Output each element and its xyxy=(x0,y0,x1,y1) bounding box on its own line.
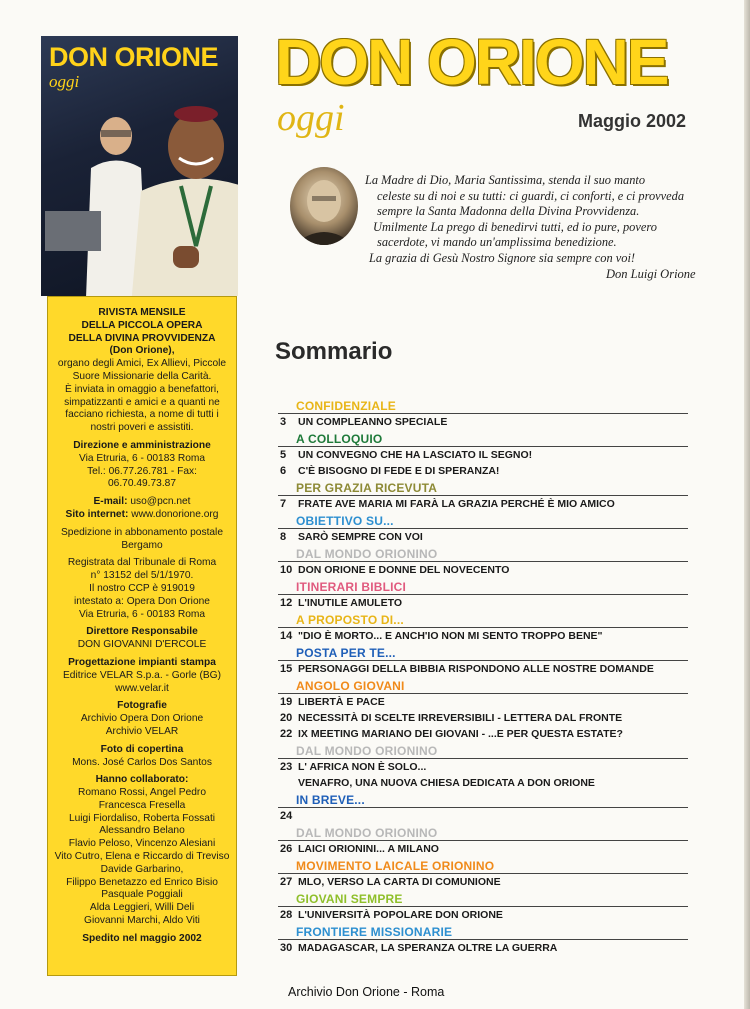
colophon-intro: organo degli Amici, Ex Allievi, Piccole xyxy=(57,358,227,370)
table-of-contents xyxy=(278,397,688,956)
colophon-intro: Suore Missionarie della Carità. xyxy=(72,370,212,382)
toc-entry[interactable] xyxy=(278,841,688,857)
email-label: E-mail: xyxy=(93,496,128,508)
cover-photo-title: Foto di copertina xyxy=(100,743,184,755)
collab-line: Alessandro Belano xyxy=(99,825,185,837)
toc-section-label: DAL MONDO ORIONINO xyxy=(296,547,438,561)
print-title: Progettazione impianti stampa xyxy=(68,656,216,668)
toc-page-number: 5 xyxy=(280,449,287,461)
toc-section-heading[interactable] xyxy=(278,578,688,595)
toc-page-number: 6 xyxy=(280,465,287,477)
toc-entry-title: VENAFRO, UNA NUOVA CHIESA DEDICATA A DON ORIONE xyxy=(298,777,595,789)
toc-section-label: ITINERARI BIBLICI xyxy=(296,580,407,594)
toc-page-number: 8 xyxy=(280,531,287,543)
cover-photo-credit: Mons. José Carlos Dos Santos xyxy=(72,756,212,768)
toc-section-label: A COLLOQUIO xyxy=(296,432,383,446)
toc-entry[interactable] xyxy=(278,710,688,726)
toc-page-number: 30 xyxy=(280,942,293,954)
toc-section-heading[interactable] xyxy=(278,824,688,841)
quote-author: Don Luigi Orione xyxy=(606,267,696,281)
page-edge xyxy=(744,0,750,1009)
toc-entry[interactable] xyxy=(278,775,688,791)
toc-entry-title: NECESSITÀ DI SCELTE IRREVERSIBILI - LETTERA DAL FRONTE xyxy=(298,712,623,724)
toc-section-label: DAL MONDO ORIONINO xyxy=(296,744,438,758)
toc-entry[interactable] xyxy=(278,463,688,479)
toc-section-label: A PROPOSTO DI... xyxy=(296,613,404,627)
admin-address: Via Etruria, 6 - 00183 Roma xyxy=(78,452,206,464)
toc-section-label: FRONTIERE MISSIONARIE xyxy=(296,925,453,939)
toc-entry-title: MADAGASCAR, LA SPERANZA OLTRE LA GUERRA xyxy=(298,942,558,954)
toc-entry[interactable] xyxy=(278,694,688,710)
toc-entry[interactable] xyxy=(278,874,688,890)
colophon-box xyxy=(47,296,237,976)
toc-entry-title: UN CONVEGNO CHE HA LASCIATO IL SEGNO! xyxy=(298,449,533,461)
masthead-subtitle: oggi xyxy=(277,97,345,139)
toc-page-number: 26 xyxy=(280,843,293,855)
toc-section-label: ANGOLO GIOVANI xyxy=(296,679,405,693)
toc-entry[interactable] xyxy=(278,759,688,775)
toc-entry[interactable] xyxy=(278,907,688,923)
toc-page-number: 23 xyxy=(280,761,293,773)
cover-subtitle: oggi xyxy=(49,72,80,91)
print-line: Editrice VELAR S.p.a. - Gorle (BG) xyxy=(63,669,221,681)
toc-section-heading[interactable] xyxy=(278,397,688,414)
quote-line: La Madre di Dio, Maria Santissima, stenda il suo manto xyxy=(365,173,646,187)
toc-page-number: 12 xyxy=(280,597,293,609)
toc-entry-title: LIBERTÀ E PACE xyxy=(298,696,385,708)
toc-entry[interactable] xyxy=(278,414,688,430)
toc-page-number: 15 xyxy=(280,663,293,675)
toc-section-label: CONFIDENZIALE xyxy=(296,399,396,413)
toc-entry-title: SARÒ SEMPRE CON VOI xyxy=(298,531,423,543)
toc-page-number: 3 xyxy=(280,416,287,428)
cover-title: DON ORIONE xyxy=(49,42,219,72)
don-orione-portrait xyxy=(290,167,358,245)
toc-entry[interactable] xyxy=(278,940,688,956)
cover-thumbnail xyxy=(41,36,238,296)
toc-section-heading[interactable] xyxy=(278,644,688,661)
cover-inset-photos xyxy=(45,211,101,251)
toc-entry-title: L'INUTILE AMULETO xyxy=(298,597,402,609)
photo-line: Archivio VELAR xyxy=(105,725,179,737)
collab-title: Hanno collaborato: xyxy=(95,774,189,786)
toc-section-label: GIOVANI SEMPRE xyxy=(296,892,403,906)
quote-line: celeste su di noi e su tutti: ci guardi, ci conforti, e ci provveda xyxy=(377,188,685,203)
collab-line: Francesca Fresella xyxy=(98,799,186,811)
toc-section-label: MOVIMENTO LAICALE ORIONINO xyxy=(296,859,495,873)
toc-entry-title: LAICI ORIONINI... A MILANO xyxy=(298,843,439,855)
collab-line: Luigi Fiordaliso, Roberta Fossati xyxy=(68,812,216,824)
colophon-intro: È inviata in omaggio a benefattori, xyxy=(64,383,220,395)
toc-page-number: 7 xyxy=(280,498,287,510)
toc-entry[interactable] xyxy=(278,562,688,578)
toc-page-number: 19 xyxy=(280,696,293,708)
toc-entry-title: DON ORIONE E DONNE DEL NOVECENTO xyxy=(298,564,510,576)
collab-line: Vito Cutro, Elena e Riccardo di Treviso xyxy=(54,851,230,863)
toc-entry-title: L'UNIVERSITÀ POPOLARE DON ORIONE xyxy=(298,909,503,921)
toc-entry[interactable] xyxy=(278,628,688,644)
toc-entry-title: L' AFRICA NON È SOLO... xyxy=(298,761,427,773)
portrait-image xyxy=(290,167,358,245)
site-label: Sito internet: xyxy=(65,508,129,520)
collab-line: Davide Garbarino, xyxy=(100,863,184,875)
toc-section-heading[interactable] xyxy=(278,857,688,874)
toc-section-heading[interactable] xyxy=(278,512,688,529)
toc-section-label: IN BREVE... xyxy=(296,793,365,807)
colophon-heading: (Don Orione), xyxy=(109,345,175,357)
toc-entry-title: IX MEETING MARIANO DEI GIOVANI - ...E PER QUESTA ESTATE? xyxy=(298,728,623,740)
quote-line: sacerdote, vi mando un'amplissima benedizione. xyxy=(377,235,617,250)
toc-entry[interactable] xyxy=(278,661,688,677)
colophon-intro: nostri poveri e assistiti. xyxy=(90,422,194,434)
collab-line: Pasquale Poggiali xyxy=(101,889,183,901)
toc-entry[interactable] xyxy=(278,496,688,512)
site-link[interactable]: www.donorione.org xyxy=(131,508,219,520)
registration-line: Via Etruria, 6 - 00183 Roma xyxy=(78,608,206,620)
photo-title: Fotografie xyxy=(117,700,167,712)
toc-entry-title: MLO, VERSO LA CARTA DI COMUNIONE xyxy=(298,876,501,888)
cover-bishop-figure xyxy=(121,96,238,296)
toc-entry-title: FRATE AVE MARIA MI FARÀ LA GRAZIA PERCHÉ È MIO AMICO xyxy=(298,498,615,510)
colophon-heading: DELLA DIVINA PROVVIDENZA xyxy=(68,332,216,344)
collab-line: Alda Leggieri, Willi Deli xyxy=(89,902,195,914)
quote-line: La grazia di Gesù Nostro Signore sia sempre con voi! xyxy=(369,250,636,265)
registration-line: intestato a: Opera Don Orione xyxy=(74,595,210,607)
toc-section-heading[interactable] xyxy=(278,677,688,694)
print-line[interactable]: www.velar.it xyxy=(115,682,169,694)
photo-line: Archivio Opera Don Orione xyxy=(80,713,204,725)
toc-entry-title: UN COMPLEANNO SPECIALE xyxy=(298,416,448,428)
colophon-intro: simpatizzanti e amici e a quanti ne xyxy=(64,396,220,408)
toc-entry[interactable] xyxy=(278,595,688,611)
toc-page-number: 22 xyxy=(280,728,293,740)
toc-section-heading[interactable] xyxy=(278,791,688,808)
shipping-line: Spedizione in abbonamento postale xyxy=(61,526,223,538)
toc-section-label: DAL MONDO ORIONINO xyxy=(296,826,438,840)
toc-entry-title: "DIO È MORTO... E ANCH'IO NON MI SENTO TROPPO BENE" xyxy=(298,630,603,642)
admin-title: Direzione e amministrazione xyxy=(73,439,211,451)
registration-line: n° 13152 del 5/1/1970. xyxy=(90,570,194,582)
toc-entry[interactable] xyxy=(278,808,688,824)
shipping-line: Bergamo xyxy=(121,539,163,551)
admin-phone: Tel.: 06.77.26.781 - Fax: 06.70.49.73.87 xyxy=(87,465,197,490)
collab-line: Flavio Peloso, Vincenzo Alesiani xyxy=(68,838,216,850)
issue-date: Maggio 2002 xyxy=(578,111,687,131)
toc-section-heading[interactable] xyxy=(278,890,688,907)
toc-page-number: 10 xyxy=(280,564,293,576)
registration-line: Registrata dal Tribunale di Roma xyxy=(67,557,217,569)
director-name: DON GIOVANNI D'ERCOLE xyxy=(77,639,207,651)
collab-line: Filippo Benetazzo ed Enrico Bisio xyxy=(66,876,218,888)
shipped-date: Spedito nel maggio 2002 xyxy=(82,932,202,944)
toc-section-heading[interactable] xyxy=(278,545,688,562)
toc-page-number: 20 xyxy=(280,712,293,724)
toc-section-heading[interactable] xyxy=(278,923,688,940)
director-title: Direttore Responsabile xyxy=(86,626,198,638)
toc-entry-title: C'È BISOGNO DI FEDE E DI SPERANZA! xyxy=(298,465,500,477)
toc-entry[interactable] xyxy=(278,447,688,463)
collab-line: Romano Rossi, Angel Pedro xyxy=(78,787,206,799)
toc-section-heading[interactable] xyxy=(278,479,688,496)
toc-section-heading[interactable] xyxy=(278,611,688,628)
toc-page-number: 14 xyxy=(280,630,293,642)
footer-credit: Archivio Don Orione - Roma xyxy=(288,985,445,999)
toc-section-label: OBIETTIVO SU... xyxy=(296,514,394,528)
sommario-title: Sommario xyxy=(275,338,393,365)
toc-entry[interactable] xyxy=(278,726,688,742)
quote-text xyxy=(365,173,705,267)
toc-page-number: 24 xyxy=(280,810,293,822)
toc-entry[interactable] xyxy=(278,529,688,545)
quote-line: sempre la Santa Madonna della Divina Provvidenza. xyxy=(377,204,640,219)
colophon-heading: DELLA PICCOLA OPERA xyxy=(81,319,203,331)
toc-page-number: 27 xyxy=(280,876,293,888)
registration-line: Il nostro CCP è 919019 xyxy=(89,582,195,594)
colophon-heading: RIVISTA MENSILE xyxy=(98,307,186,318)
masthead-title: DON ORIONE xyxy=(275,26,668,98)
toc-entry-title: PERSONAGGI DELLA BIBBIA RISPONDONO ALLE NOSTRE DOMANDE xyxy=(298,663,654,675)
colophon-intro: facciano richiesta, a nome di tutti i xyxy=(65,409,219,421)
toc-section-label: PER GRAZIA RICEVUTA xyxy=(296,481,438,495)
toc-section-heading[interactable] xyxy=(278,430,688,447)
email-link[interactable]: uso@pcn.net xyxy=(130,496,191,508)
collab-line: Giovanni Marchi, Aldo Viti xyxy=(84,915,200,927)
toc-section-heading[interactable] xyxy=(278,742,688,759)
toc-section-label: POSTA PER TE... xyxy=(296,646,396,660)
toc-page-number: 28 xyxy=(280,909,293,921)
quote-line: Umilmente La prego di benedirvi tutti, ed io pure, povero xyxy=(373,219,657,234)
